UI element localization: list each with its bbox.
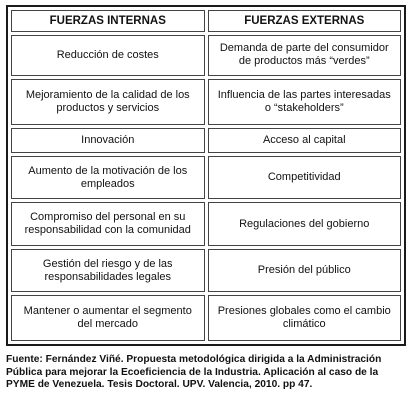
external-force-cell: Demanda de parte del consumidor de productos más “verdes”	[208, 35, 402, 76]
external-force-cell: Acceso al capital	[208, 128, 402, 154]
internal-force-cell: Compromiso del personal en su responsabilidad con la comunidad	[11, 202, 205, 246]
internal-force-cell: Aumento de la motivación de los empleados	[11, 156, 205, 199]
table-row	[11, 79, 401, 125]
table-row	[11, 156, 401, 199]
internal-force-cell: Reducción de costes	[11, 35, 205, 76]
internal-force-cell: Innovación	[11, 128, 205, 154]
header-external-forces: FUERZAS EXTERNAS	[208, 10, 402, 32]
external-force-cell: Presiones globales como el cambio climático	[208, 295, 402, 341]
table-row	[11, 202, 401, 246]
external-force-cell: Regulaciones del gobierno	[208, 202, 402, 246]
internal-force-cell: Mantener o aumentar el segmento del mercado	[11, 295, 205, 341]
source-citation: Fuente: Fernández Viñé. Propuesta metodológica dirigida a la Administración Pública para mejorar la Ecoeficiencia de la Industria. Aplicación al caso de la PYME de Venezuela. Tesis Doctoral. UPV. Valencia, 2010. pp 47.	[6, 354, 382, 391]
internal-force-cell: Gestión del riesgo y de las responsabilidades legales	[11, 249, 205, 292]
header-internal-forces: FUERZAS INTERNAS	[11, 10, 205, 32]
external-force-cell: Influencia de las partes interesadas o “stakeholders”	[208, 79, 402, 125]
external-force-cell: Presión del público	[208, 249, 402, 292]
table-row	[11, 295, 401, 341]
external-force-cell: Competitividad	[208, 156, 402, 199]
internal-force-cell: Mejoramiento de la calidad de los productos y servicios	[11, 79, 205, 125]
table-row	[11, 128, 401, 154]
table-header-row	[11, 10, 401, 32]
forces-table-frame	[6, 5, 406, 346]
forces-table	[8, 7, 404, 344]
table-row	[11, 249, 401, 292]
table-row	[11, 35, 401, 76]
